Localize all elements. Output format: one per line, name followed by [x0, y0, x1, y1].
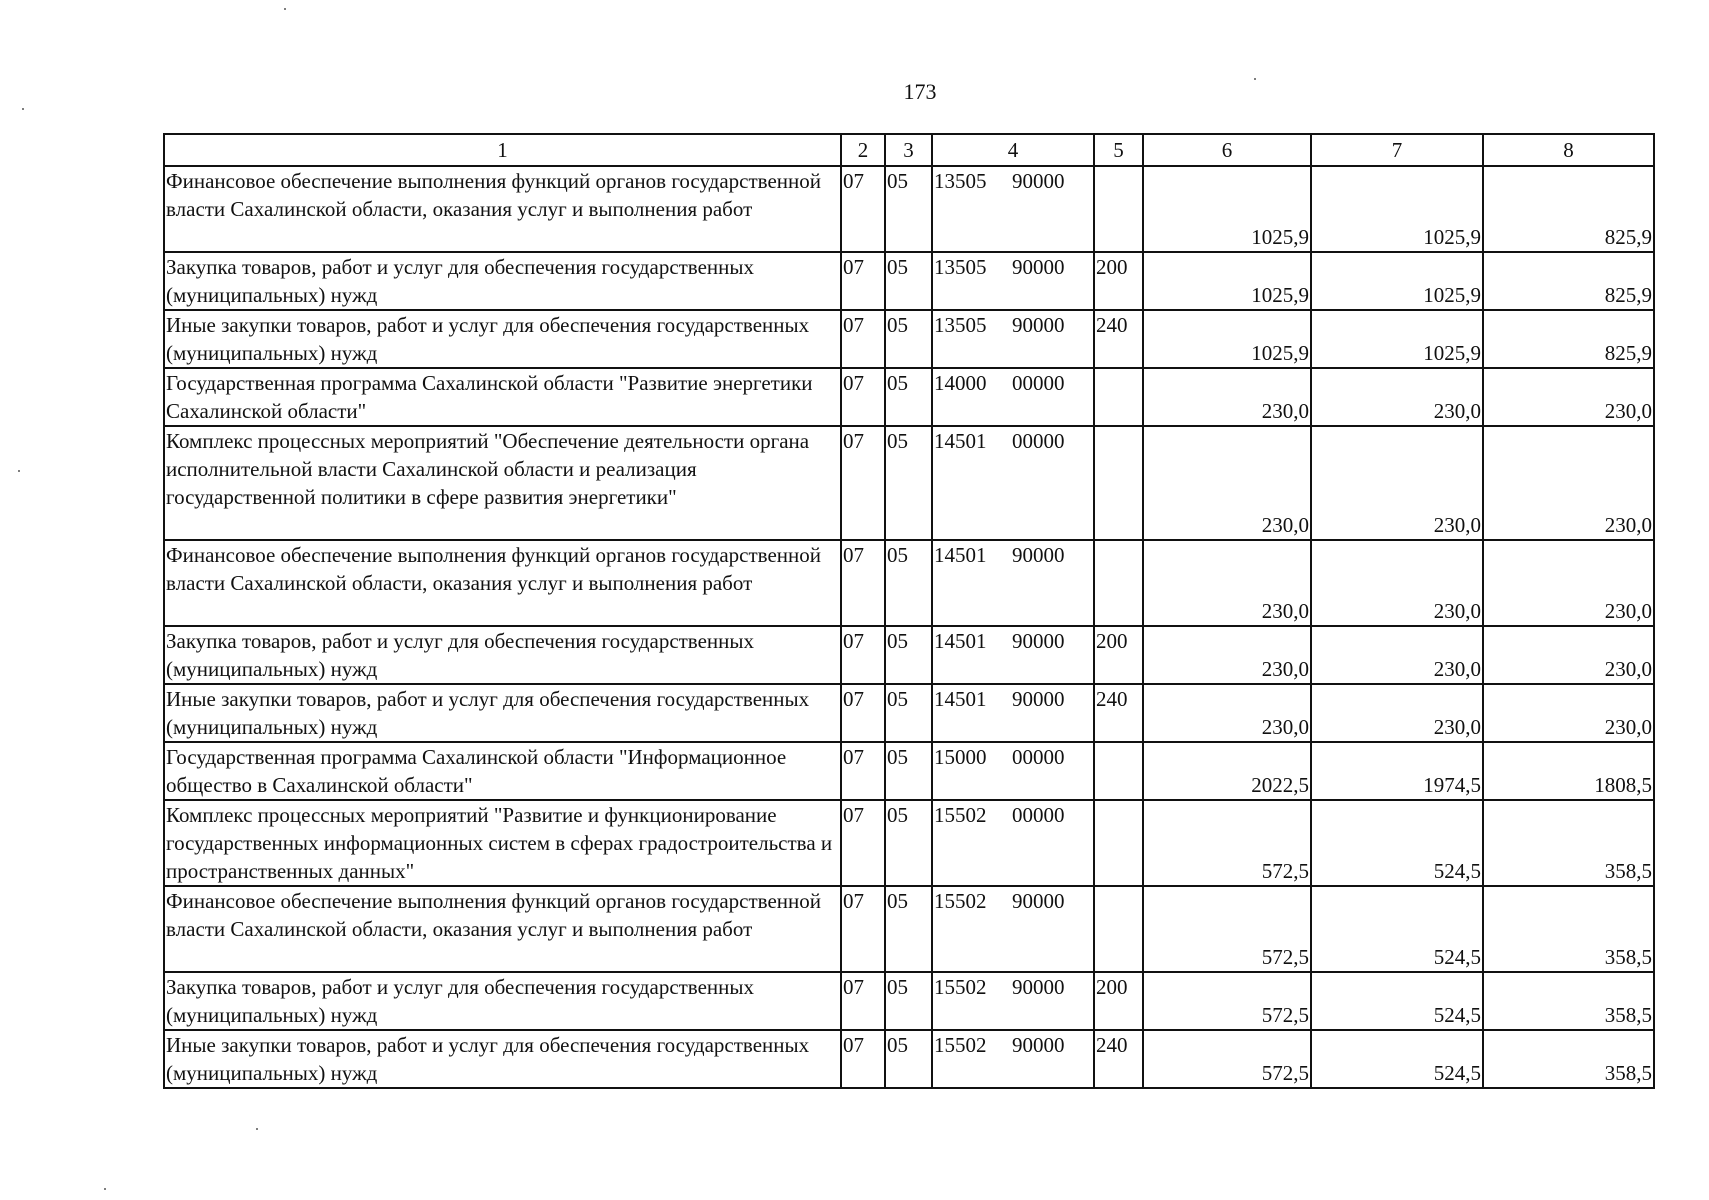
subsection-code: 05 [885, 626, 932, 684]
target-article-direction: 90000 [1012, 629, 1065, 653]
expense-name: Финансовое обеспечение выполнения функций органов государственной власти Сахалинской области, оказания услуг и выполнения работ [164, 540, 841, 626]
expense-name: Закупка товаров, работ и услуг для обеспечения государственных (муниципальных) нужд [164, 252, 841, 310]
target-article-program: 14501 [934, 429, 987, 453]
section-code: 07 [841, 1030, 885, 1088]
target-article-code [932, 626, 1094, 684]
budget-table [163, 133, 1655, 1089]
expense-name: Закупка товаров, работ и услуг для обеспечения государственных (муниципальных) нужд [164, 972, 841, 1030]
amount-col7: 230,0 [1311, 626, 1483, 684]
target-article-code [932, 166, 1094, 252]
expense-name: Иные закупки товаров, работ и услуг для обеспечения государственных (муниципальных) нужд [164, 1030, 841, 1088]
amount-col8: 230,0 [1483, 426, 1654, 540]
table-row [164, 972, 1654, 1030]
target-article-program: 15502 [934, 1033, 987, 1057]
amount-col6: 572,5 [1143, 886, 1311, 972]
scan-speck [284, 8, 286, 10]
scan-speck [22, 108, 24, 110]
amount-col7: 230,0 [1311, 540, 1483, 626]
target-article-code [932, 800, 1094, 886]
amount-col8: 358,5 [1483, 972, 1654, 1030]
target-article-code [932, 426, 1094, 540]
table-row [164, 310, 1654, 368]
subsection-code: 05 [885, 684, 932, 742]
target-article-program: 14000 [934, 371, 987, 395]
scan-speck [104, 1188, 106, 1190]
target-article-direction: 90000 [1012, 889, 1065, 913]
amount-col6: 230,0 [1143, 684, 1311, 742]
section-code: 07 [841, 684, 885, 742]
expense-name: Государственная программа Сахалинской области "Развитие энергетики Сахалинской области" [164, 368, 841, 426]
target-article-direction: 00000 [1012, 371, 1065, 395]
amount-col7: 524,5 [1311, 886, 1483, 972]
target-article-direction: 90000 [1012, 687, 1065, 711]
expense-name: Иные закупки товаров, работ и услуг для обеспечения государственных (муниципальных) нужд [164, 310, 841, 368]
expense-name: Финансовое обеспечение выполнения функций органов государственной власти Сахалинской области, оказания услуг и выполнения работ [164, 166, 841, 252]
expense-type-code [1094, 800, 1143, 886]
section-code: 07 [841, 166, 885, 252]
amount-col6: 572,5 [1143, 800, 1311, 886]
target-article-code [932, 540, 1094, 626]
target-article-direction: 90000 [1012, 313, 1065, 337]
target-article-program: 15502 [934, 803, 987, 827]
amount-col7: 230,0 [1311, 368, 1483, 426]
table-row [164, 1030, 1654, 1088]
section-code: 07 [841, 310, 885, 368]
table-row [164, 368, 1654, 426]
table-row [164, 800, 1654, 886]
target-article-direction: 00000 [1012, 429, 1065, 453]
scan-speck [18, 470, 20, 472]
subsection-code: 05 [885, 310, 932, 368]
amount-col8: 230,0 [1483, 626, 1654, 684]
amount-col6: 230,0 [1143, 368, 1311, 426]
scan-speck [1254, 78, 1256, 80]
column-header: 3 [885, 134, 932, 166]
amount-col8: 230,0 [1483, 368, 1654, 426]
amount-col8: 825,9 [1483, 166, 1654, 252]
amount-col6: 572,5 [1143, 1030, 1311, 1088]
target-article-program: 15000 [934, 745, 987, 769]
table-row [164, 626, 1654, 684]
section-code: 07 [841, 540, 885, 626]
section-code: 07 [841, 626, 885, 684]
subsection-code: 05 [885, 742, 932, 800]
target-article-direction: 00000 [1012, 745, 1065, 769]
column-header: 5 [1094, 134, 1143, 166]
target-article-code [932, 1030, 1094, 1088]
table-row [164, 166, 1654, 252]
expense-name: Финансовое обеспечение выполнения функций органов государственной власти Сахалинской области, оказания услуг и выполнения работ [164, 886, 841, 972]
expense-type-code [1094, 742, 1143, 800]
section-code: 07 [841, 800, 885, 886]
amount-col6: 230,0 [1143, 426, 1311, 540]
amount-col8: 230,0 [1483, 540, 1654, 626]
target-article-program: 15502 [934, 975, 987, 999]
target-article-code [932, 252, 1094, 310]
amount-col6: 230,0 [1143, 626, 1311, 684]
target-article-direction: 90000 [1012, 1033, 1065, 1057]
amount-col8: 825,9 [1483, 310, 1654, 368]
subsection-code: 05 [885, 540, 932, 626]
amount-col8: 1808,5 [1483, 742, 1654, 800]
target-article-direction: 90000 [1012, 255, 1065, 279]
target-article-code [932, 742, 1094, 800]
subsection-code: 05 [885, 886, 932, 972]
amount-col7: 1025,9 [1311, 252, 1483, 310]
amount-col6: 1025,9 [1143, 310, 1311, 368]
amount-col8: 358,5 [1483, 1030, 1654, 1088]
expense-name: Иные закупки товаров, работ и услуг для обеспечения государственных (муниципальных) нужд [164, 684, 841, 742]
page-number: 173 [903, 79, 937, 104]
amount-col6: 1025,9 [1143, 166, 1311, 252]
table-body [164, 166, 1654, 1088]
expense-type-code: 240 [1094, 310, 1143, 368]
amount-col8: 230,0 [1483, 684, 1654, 742]
amount-col6: 2022,5 [1143, 742, 1311, 800]
amount-col6: 572,5 [1143, 972, 1311, 1030]
table-row [164, 684, 1654, 742]
target-article-direction: 90000 [1012, 169, 1065, 193]
amount-col7: 1025,9 [1311, 310, 1483, 368]
column-header: 6 [1143, 134, 1311, 166]
expense-type-code: 200 [1094, 252, 1143, 310]
expense-type-code: 240 [1094, 684, 1143, 742]
subsection-code: 05 [885, 972, 932, 1030]
expense-type-code [1094, 540, 1143, 626]
expense-type-code: 240 [1094, 1030, 1143, 1088]
subsection-code: 05 [885, 166, 932, 252]
target-article-code [932, 886, 1094, 972]
table-row [164, 426, 1654, 540]
target-article-code [932, 310, 1094, 368]
amount-col7: 1974,5 [1311, 742, 1483, 800]
expense-type-code [1094, 886, 1143, 972]
table-row [164, 886, 1654, 972]
column-header: 7 [1311, 134, 1483, 166]
expense-type-code [1094, 368, 1143, 426]
target-article-direction: 90000 [1012, 975, 1065, 999]
table-row [164, 540, 1654, 626]
amount-col7: 524,5 [1311, 972, 1483, 1030]
target-article-program: 14501 [934, 629, 987, 653]
subsection-code: 05 [885, 368, 932, 426]
subsection-code: 05 [885, 800, 932, 886]
amount-col7: 524,5 [1311, 800, 1483, 886]
target-article-direction: 00000 [1012, 803, 1065, 827]
target-article-program: 14501 [934, 687, 987, 711]
expense-name: Комплекс процессных мероприятий "Обеспечение деятельности органа исполнительной власти Сахалинской области и реализация государственной политики в сфере развития энергетики" [164, 426, 841, 540]
amount-col8: 358,5 [1483, 800, 1654, 886]
section-code: 07 [841, 886, 885, 972]
amount-col6: 1025,9 [1143, 252, 1311, 310]
target-article-direction: 90000 [1012, 543, 1065, 567]
target-article-code [932, 684, 1094, 742]
scan-speck [256, 1128, 258, 1130]
table-row [164, 252, 1654, 310]
target-article-program: 13505 [934, 255, 987, 279]
subsection-code: 05 [885, 426, 932, 540]
column-header: 4 [932, 134, 1094, 166]
target-article-code [932, 368, 1094, 426]
subsection-code: 05 [885, 1030, 932, 1088]
expense-name: Комплекс процессных мероприятий "Развитие и функционирование государственных информационных систем в сферах градостроительства и пространственных данных" [164, 800, 841, 886]
expense-name: Государственная программа Сахалинской области "Информационное общество в Сахалинской области" [164, 742, 841, 800]
expense-name: Закупка товаров, работ и услуг для обеспечения государственных (муниципальных) нужд [164, 626, 841, 684]
section-code: 07 [841, 426, 885, 540]
section-code: 07 [841, 742, 885, 800]
subsection-code: 05 [885, 252, 932, 310]
target-article-program: 15502 [934, 889, 987, 913]
amount-col8: 358,5 [1483, 886, 1654, 972]
amount-col7: 524,5 [1311, 1030, 1483, 1088]
amount-col7: 230,0 [1311, 426, 1483, 540]
column-header: 8 [1483, 134, 1654, 166]
target-article-code [932, 972, 1094, 1030]
amount-col7: 1025,9 [1311, 166, 1483, 252]
header-row [164, 134, 1654, 166]
expense-type-code [1094, 426, 1143, 540]
column-header: 2 [841, 134, 885, 166]
expense-type-code: 200 [1094, 972, 1143, 1030]
target-article-program: 13505 [934, 169, 987, 193]
section-code: 07 [841, 252, 885, 310]
amount-col6: 230,0 [1143, 540, 1311, 626]
expense-type-code: 200 [1094, 626, 1143, 684]
section-code: 07 [841, 972, 885, 1030]
target-article-program: 14501 [934, 543, 987, 567]
amount-col8: 825,9 [1483, 252, 1654, 310]
amount-col7: 230,0 [1311, 684, 1483, 742]
expense-type-code [1094, 166, 1143, 252]
column-header: 1 [164, 134, 841, 166]
target-article-program: 13505 [934, 313, 987, 337]
section-code: 07 [841, 368, 885, 426]
table-row [164, 742, 1654, 800]
